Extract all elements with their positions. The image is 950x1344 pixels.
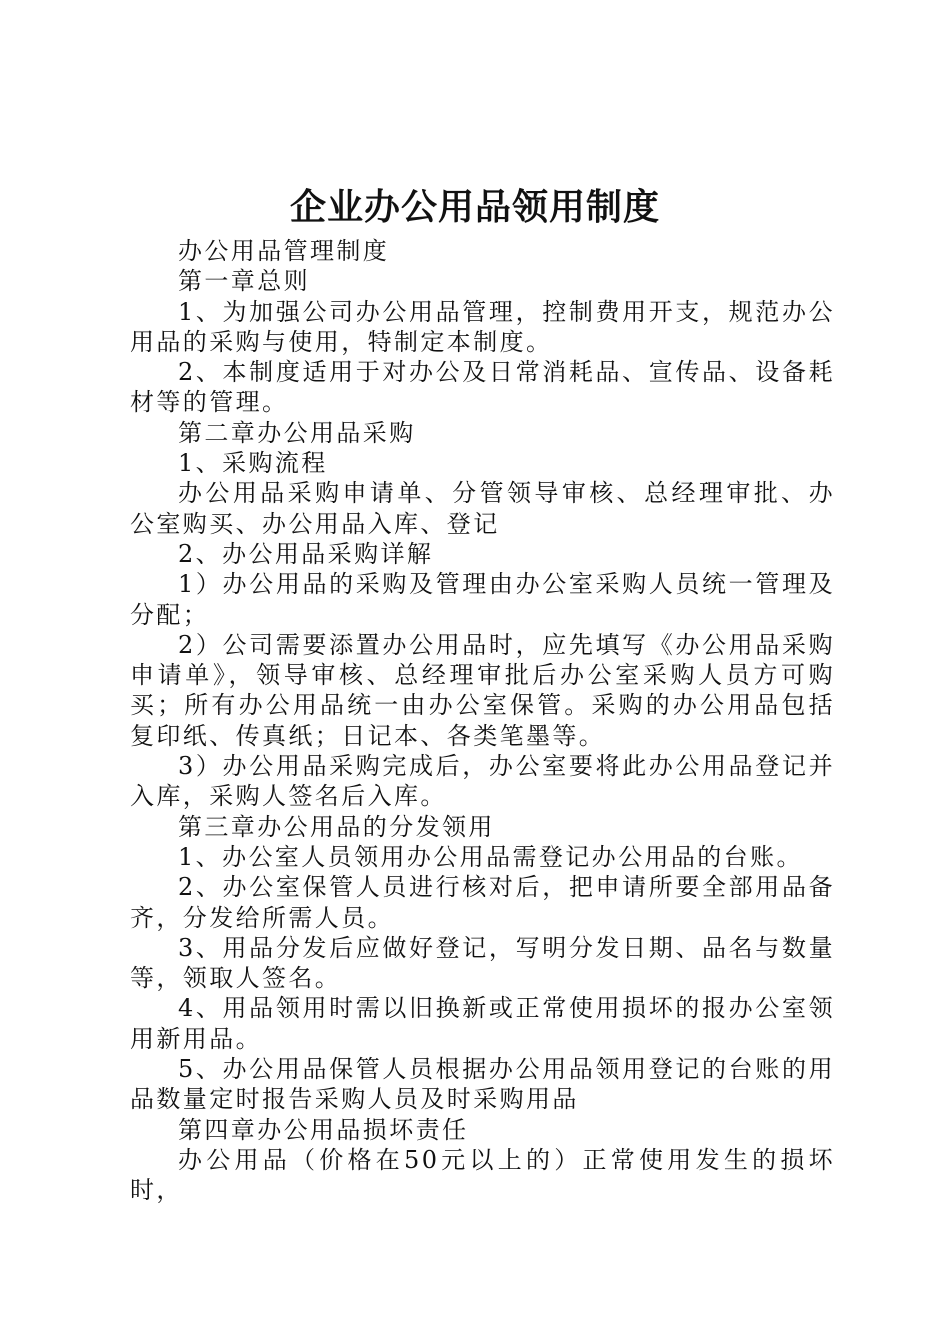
chapter-heading: 第二章办公用品采购 [178,418,416,447]
chapter-heading: 第一章总则 [178,267,310,296]
paragraph: 4、用品领用时需以旧换新或正常使用损坏的报办公室领用新用品。 [130,994,835,1053]
paragraph: 1）办公用品的采购及管理由办公室采购人员统一管理及分配； [130,570,835,629]
paragraph: 1、为加强公司办公用品管理，控制费用开支，规范办公用品的采购与使用，特制定本制度。 [130,297,835,356]
chapter-heading: 第三章办公用品的分发领用 [178,812,495,841]
paragraph: 办公用品（价格在50元以上的）正常使用发生的损坏时， [130,1145,835,1205]
paragraph: 1、办公室人员领用办公用品需登记办公用品的台账。 [178,842,803,871]
paragraph: 2）公司需要添置办公用品时，应先填写《办公用品采购申请单》，领导审核、总经理审批后办公室采购人员方可购买；所有办公用品统一由办公室保管。采购的办公用品包括复印纸、传真纸；日记本、各类笔墨等。 [130,630,835,750]
document-body [130,236,835,1206]
paragraph: 2、办公室保管人员进行核对后，把申请所要全部用品备齐，分发给所需人员。 [130,873,835,932]
paragraph: 办公用品采购申请单、分管领导审核、总经理审批、办公室购买、办公用品入库、登记 [130,479,835,538]
paragraph: 5、办公用品保管人员根据办公用品领用登记的台账的用品数量定时报告采购人员及时采购用品 [130,1055,835,1114]
document-title: 企业办公用品领用制度 [289,186,660,228]
paragraph: 3、用品分发后应做好登记，写明分发日期、品名与数量等，领取人签名。 [130,933,835,993]
section-heading: 1、采购流程 [178,449,328,478]
paragraph: 3）办公用品采购完成后，办公室要将此办公用品登记并入库，采购人签名后入库。 [130,752,835,811]
paragraph-subtitle: 办公用品管理制度 [178,237,390,265]
chapter-heading: 第四章办公用品损坏责任 [178,1115,469,1144]
section-heading: 2、办公用品采购详解 [178,539,434,568]
paragraph: 2、本制度适用于对办公及日常消耗品、宣传品、设备耗材等的管理。 [130,358,835,417]
